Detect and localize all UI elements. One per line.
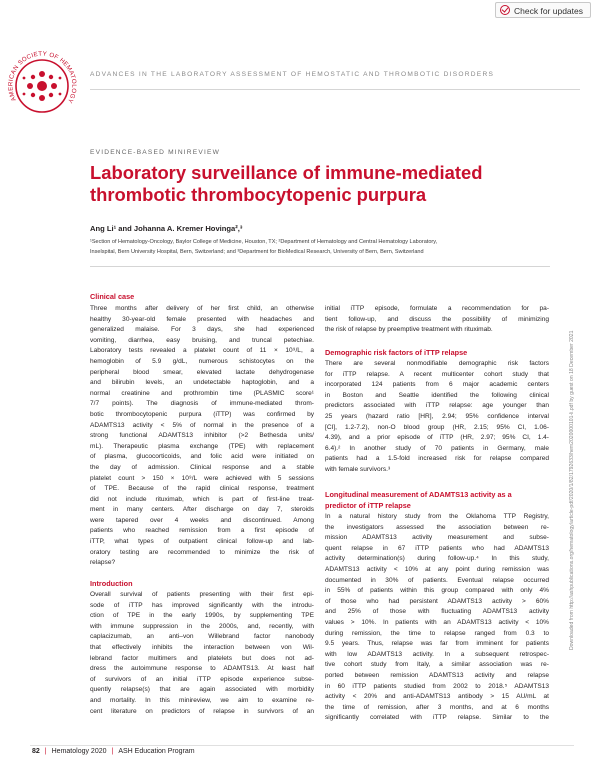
text-line: were tapered over 4 weeks and discontinued. Among <box>90 516 314 524</box>
text-line: ment in many centers. After discharge on day 7, steroids <box>90 506 314 514</box>
text-line: the day of admission. Clinical response and a stable <box>90 463 314 471</box>
longitudinal-heading-line: predictor of iTTP relapse <box>325 500 411 510</box>
demographic-heading: Demographic risk factors of iTTP relapse <box>325 348 468 357</box>
text-line: dress the autoimmune response to ADAMTS13. At least half <box>90 665 314 673</box>
text-line: ADAMTS13 activity < 10% at any point during remission was <box>325 565 549 573</box>
text-line: and bilirubin levels, an undetectable haptoglobin, and a <box>90 379 314 387</box>
text-line: 6.4).² In another study of 70 patients in Germany, male <box>325 444 549 452</box>
text-line: platelet count > 150 × 10⁹/L were achieved with 5 sessions <box>90 474 314 482</box>
text-line: patients had a 1.5-fold increased risk for relapse compared <box>325 455 549 463</box>
text-line: of survivors of an initial iTTP episode experience subse- <box>90 675 314 683</box>
text-line: did not include rituximab, which is part of first-line treat- <box>90 495 314 503</box>
text-line: caplacizumab, an anti–von Willebrand factor nanobody <box>90 633 314 641</box>
text-line: quent relapse in 67 iTTP patients who had ADAMTS13 <box>325 544 549 552</box>
header-divider <box>90 89 580 90</box>
text-line: Three months after delivery of her first child, an otherwise <box>90 305 314 312</box>
text-line: 25 years (hazard ratio [HR], 2.94; 95% confidence interval <box>325 412 549 420</box>
text-line: the time of remission, after 3 months, and at 6 months <box>325 703 549 711</box>
text-line: peripheral blood smear, elevated lactate dehydrogenase <box>90 368 314 376</box>
clinical-case-paragraph <box>90 304 314 569</box>
text-line: in 60 iTTP patients studied from 2002 to 2018.⁵ ADAMTS13 <box>325 682 549 690</box>
text-line: of plasma, glucocorticoids, and folic acid were initiated on <box>90 453 314 461</box>
text-line: tient follow-up, and discuss the possibility of minimizing <box>325 315 549 323</box>
text-line: oratory testing are recommended to minimize the risk of <box>90 548 314 556</box>
text-line: hemoglobin of 5.9 g/dL, numerous schistocytes on the <box>90 357 314 365</box>
text-line: tive cohort study from Italy, a similar association was re- <box>325 661 549 669</box>
text-line: in Boston and Seattle identified the following clinical <box>325 391 549 399</box>
text-line: 7/7 points). The diagnosis of immune-mediated throm- <box>90 400 314 408</box>
page-number: 82 <box>32 748 40 755</box>
text-line: with female survivors.³ <box>325 465 391 473</box>
text-line: 9.5 years. Thus, relapse was far from imminent for patients <box>325 640 549 648</box>
text-line: lebrand factor multimers and platelets but does not ad- <box>90 654 314 662</box>
text-line: of those who had persistent ADAMTS13 activity > 60% <box>325 597 549 605</box>
text-line: In a natural history study from the Oklahoma TTP Registry, <box>325 513 549 520</box>
text-line: iTTP, what types of outpatient clinical follow-up and lab- <box>90 538 314 546</box>
text-line: cent literature on predictors of relapse in survivors of an <box>90 707 314 715</box>
text-line: values > 10%. In patients with an ADAMTS13 activity < 10% <box>325 618 549 626</box>
introduction-continued <box>325 304 549 336</box>
text-line: quently relapse(s) that are again associated with morbidity <box>90 686 314 694</box>
text-line: [CI], 1.2-7.2), non-O blood group (HR, 2.15; 95% CI, 1.06- <box>325 423 549 431</box>
series-header: ADVANCES IN THE LABORATORY ASSESSMENT OF HEMOSTATIC AND THROMBOTIC DISORDERS <box>90 71 495 78</box>
text-line: that effectively inhibits the interaction between von Wil- <box>90 643 314 651</box>
footer-divider <box>30 745 574 746</box>
longitudinal-heading-line: Longitudinal measurement of ADAMTS13 activity as a <box>325 490 512 499</box>
journal-name: Hematology 2020 <box>51 748 107 755</box>
clinical-case-heading: Clinical case <box>90 292 135 301</box>
check-for-updates-button[interactable] <box>495 2 591 18</box>
text-line: predictors associated with iTTP relapse: age younger than <box>325 402 549 410</box>
introduction-paragraph <box>90 590 314 717</box>
article-title: Laboratory surveillance of immune-mediated thrombotic thrombocytopenic purpura <box>90 162 483 205</box>
text-line: the risk of relapse by preemptive treatment with rituximab. <box>325 326 493 334</box>
text-line: vomiting, diarrhea, easy bruising, and truncal petechiae. <box>90 336 314 344</box>
text-line: the investigators assessed the association between re- <box>325 523 549 531</box>
affiliation-divider <box>90 266 550 267</box>
text-line: initial iTTP episode, formulate a recommendation for pa- <box>325 305 549 312</box>
text-line: generalized malaise. For 3 days, she had experienced <box>90 326 314 334</box>
longitudinal-heading <box>325 490 512 511</box>
text-line: for iTTP relapse. A recent multicenter cohort study that <box>325 370 549 378</box>
text-line: botic thrombocytopenic purpura (iTTP) was confirmed by <box>90 410 314 418</box>
text-line: Laboratory tests revealed a platelet count of 11 × 10⁹/L, a <box>90 347 314 355</box>
check-for-updates-label: Check for updates <box>514 6 583 16</box>
text-line: in 55% of patients within this group compared with only 4% <box>325 587 549 595</box>
text-line: ported between remission ADAMTS13 activity and relapse <box>325 671 549 679</box>
text-line: sode of iTTP has improved significantly with the introdu- <box>90 601 314 609</box>
logo-ring-text: AMERICAN SOCIETY OF HEMATOLOGY <box>7 50 78 105</box>
ash-logo <box>4 48 80 124</box>
text-line: normal creatinine and prothrombin time (PLASMIC score¹ <box>90 389 314 397</box>
text-line: patients who reached remission from a first episode of <box>90 527 314 535</box>
page-footer <box>32 748 195 755</box>
text-line: significantly correlated with iTTP relapse. Similar to the <box>325 714 549 722</box>
text-line: with immune suppression in the 2000s, and, recently, with <box>90 622 314 630</box>
check-circle-icon <box>500 5 510 15</box>
logo-dots <box>23 71 62 101</box>
affiliation-line: ¹Section of Hematology-Oncology, Baylor College of Medicine, Houston, TX; ²Department of Hematology and Central Hematology Laboratory, <box>90 239 438 245</box>
article-type: EVIDENCE-BASED MINIREVIEW <box>90 149 221 156</box>
text-line: relapse? <box>90 559 116 567</box>
text-line: during remission, the time to relapse ranged from 0.3 to <box>325 629 549 637</box>
text-line: and 25% of those with fluctuating ADAMTS13 activity <box>325 608 549 616</box>
text-line: ADAMTS13 activity < 5% of normal in the presence of a <box>90 421 314 429</box>
text-line: with low ADAMTS13 activity. In a subsequent retrospec- <box>325 650 549 658</box>
text-line: of TPE. Because of the rapid clinical response, treatment <box>90 485 314 493</box>
text-line: healthy 30-year-old female presented with headaches and <box>90 315 314 323</box>
text-line: Overall survival of patients presenting with their first epi- <box>90 591 314 598</box>
footer-separator: | <box>111 748 114 755</box>
demographic-paragraph <box>325 359 549 476</box>
authors: Ang Li¹ and Johanna A. Kremer Hovinga²,³ <box>90 224 243 233</box>
affiliations <box>90 238 550 257</box>
text-line: strong functional ADAMTS13 inhibitor (>2 Bethesda units/ <box>90 432 314 440</box>
text-line: mL). Therapeutic plasma exchange (TPE) with replacement <box>90 442 314 450</box>
text-line: There are several nonmodifiable demographic risk factors <box>325 360 549 367</box>
affiliation-line: Inselspital, Bern University Hospital, Bern, Switzerland; and ³Department for BioMedical Research, University of Bern, Bern, Switzerland <box>90 248 424 255</box>
text-line: incorporated 124 patients from 6 major academic centers <box>325 381 549 389</box>
footer-separator: | <box>44 748 47 755</box>
longitudinal-paragraph <box>325 512 549 724</box>
text-line: activity determination(s) during follow-up.⁴ In this study, <box>325 555 549 563</box>
text-line: activity < 20% and anti-ADAMTS13 antibody > 15 AU/mL at <box>325 693 549 701</box>
text-line: 4.39), and a prior episode of iTTP (HR, 2.97; 95% CI, 1.4- <box>325 434 549 442</box>
text-line: documented in 30% of patients. Eventual relapse occurred <box>325 576 549 584</box>
text-line: mission ADAMTS13 activity measurement and subse- <box>325 534 549 542</box>
introduction-heading: Introduction <box>90 579 133 588</box>
text-line: and mortality. In this minireview, we aim to examine re- <box>90 696 314 704</box>
text-line: ction of TPE in the early 1990s, by supplementing TPE <box>90 612 314 620</box>
program-name: ASH Education Program <box>118 748 195 755</box>
download-note: Downloaded from http://ashpublications.org/hematology/article-pdf/2020/1/82/1792633/hem2020000101-li.pdf by guest on 18 December 2021 <box>569 330 575 650</box>
